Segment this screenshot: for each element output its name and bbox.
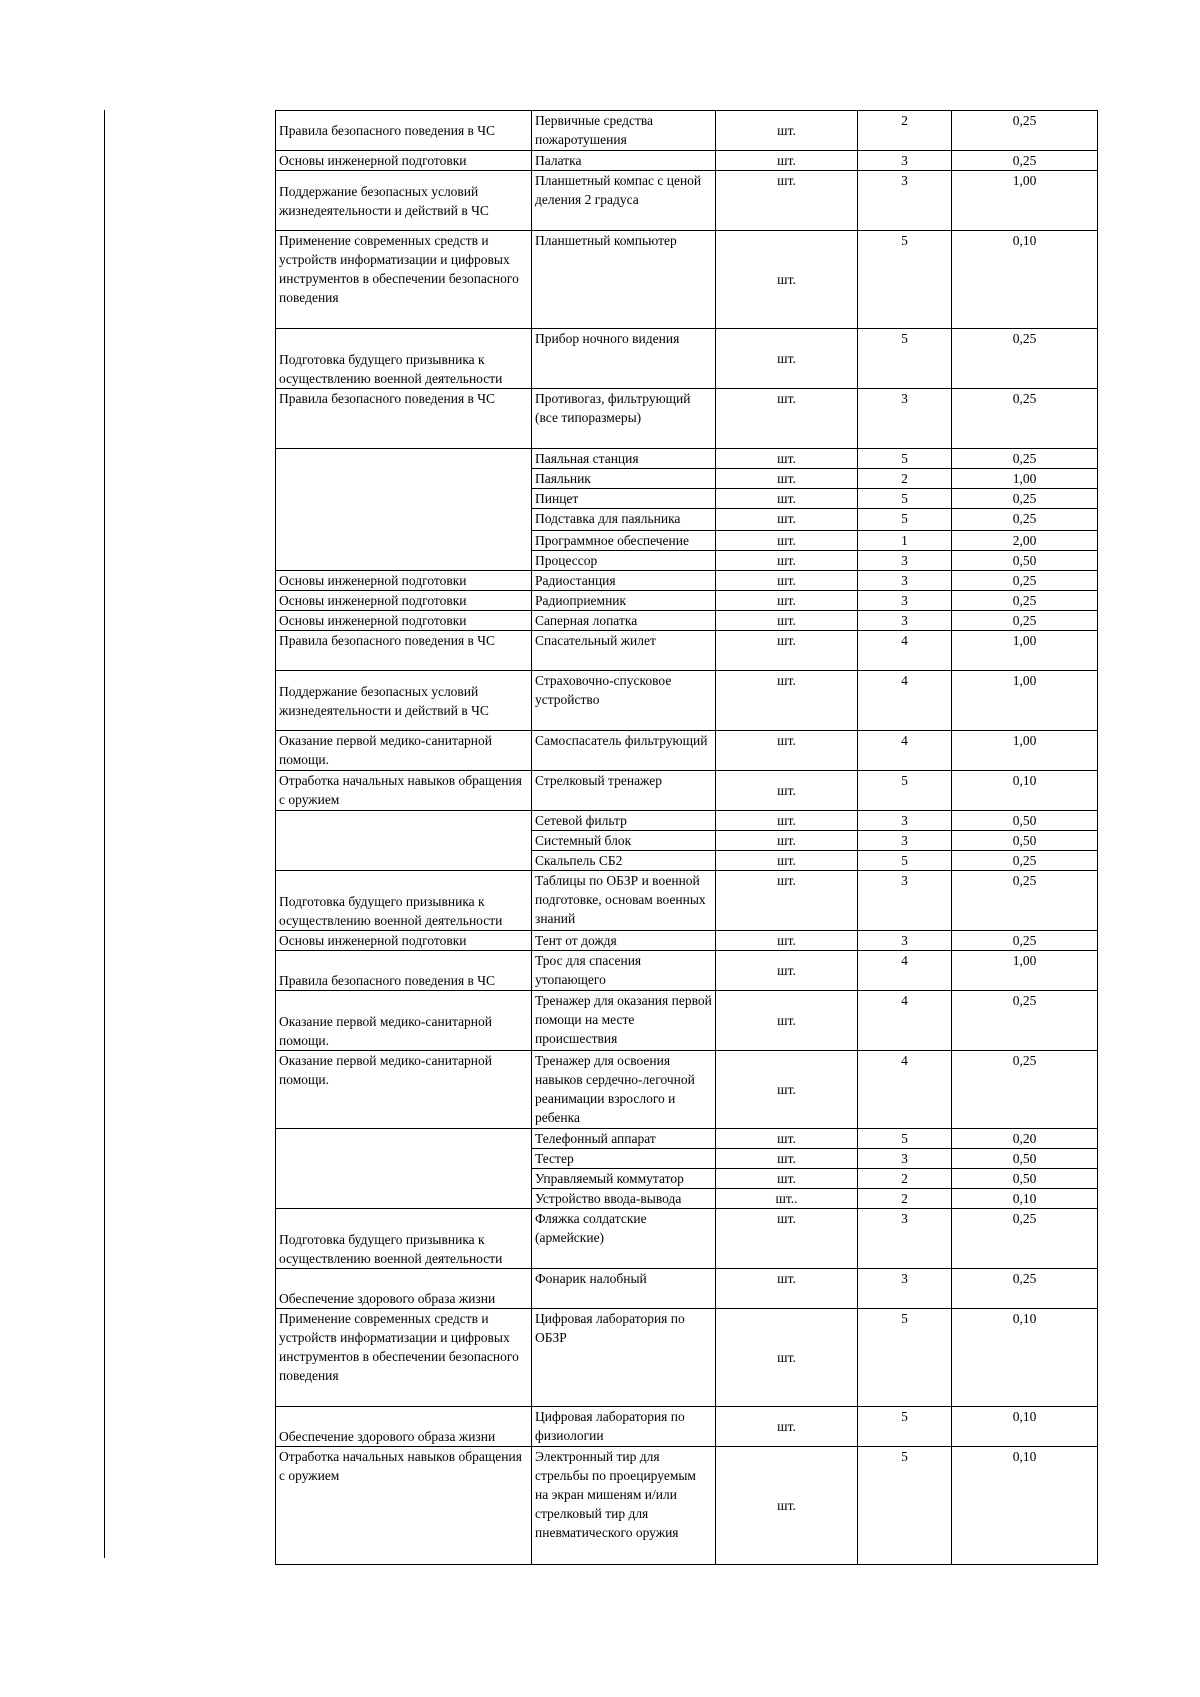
norm-cell: 1,00 [952, 671, 1098, 731]
subject-cell: Подготовка будущего призывника к осуществлению военной деятельности [276, 1209, 532, 1269]
equipment-name-cell: Тент от дождя [532, 931, 716, 951]
subject-cell: Оказание первой медико-санитарной помощи. [276, 1051, 532, 1129]
table-row [276, 1447, 1098, 1565]
quantity-cell: 2 [858, 111, 952, 151]
table-row [276, 591, 1098, 611]
quantity-cell: 4 [858, 671, 952, 731]
equipment-name-cell: Фляжка солдатские (армейские) [532, 1209, 716, 1269]
norm-cell: 0,25 [952, 1209, 1098, 1269]
equipment-name-cell: Тренажер для освоения навыков сердечно-легочной реанимации взрослого и ребенка [532, 1051, 716, 1129]
quantity-cell: 5 [858, 329, 952, 389]
norm-cell: 0,25 [952, 389, 1098, 449]
subject-cell: Применение современных средств и устройств информатизации и цифровых инструментов в обеспечении безопасного поведения [276, 1309, 532, 1407]
table-row [276, 571, 1098, 591]
unit-cell: шт. [716, 611, 858, 631]
table-row [276, 811, 1098, 831]
equipment-name-cell: Цифровая лаборатория по физиологии [532, 1407, 716, 1447]
subject-cell: Применение современных средств и устройств информатизации и цифровых инструментов в обеспечении безопасного поведения [276, 231, 532, 329]
equipment-name-cell: Палатка [532, 151, 716, 171]
equipment-name-cell: Спасательный жилет [532, 631, 716, 671]
quantity-cell: 1 [858, 531, 952, 551]
norm-cell: 0,10 [952, 1189, 1098, 1209]
table-row [276, 931, 1098, 951]
subject-cell: Поддержание безопасных условий жизнедеятельности и действий в ЧС [276, 671, 532, 731]
subject-cell: Оказание первой медико-санитарной помощи. [276, 991, 532, 1051]
table-row [276, 871, 1098, 931]
subject-cell: Основы инженерной подготовки [276, 611, 532, 631]
table-row [276, 951, 1098, 991]
equipment-name-cell: Программное обеспечение [532, 531, 716, 551]
table-row [276, 1051, 1098, 1129]
unit-cell: шт. [716, 571, 858, 591]
norm-cell: 0,25 [952, 509, 1098, 531]
table-row [276, 1209, 1098, 1269]
quantity-cell: 4 [858, 951, 952, 991]
table-row [276, 111, 1098, 151]
subject-cell [276, 1129, 532, 1209]
table-row [276, 151, 1098, 171]
norm-cell: 0,25 [952, 851, 1098, 871]
subject-cell: Обеспечение здорового образа жизни [276, 1269, 532, 1309]
quantity-cell: 3 [858, 1269, 952, 1309]
norm-cell: 1,00 [952, 631, 1098, 671]
norm-cell: 0,10 [952, 1407, 1098, 1447]
quantity-cell: 2 [858, 1169, 952, 1189]
unit-cell: шт. [716, 1447, 858, 1565]
norm-cell: 0,10 [952, 771, 1098, 811]
norm-cell: 1,00 [952, 731, 1098, 771]
table-row [276, 1269, 1098, 1309]
equipment-name-cell: Пинцет [532, 489, 716, 509]
unit-cell: шт. [716, 489, 858, 509]
quantity-cell: 3 [858, 811, 952, 831]
quantity-cell: 5 [858, 1447, 952, 1565]
equipment-name-cell: Самоспасатель фильтрующий [532, 731, 716, 771]
equipment-name-cell: Телефонный аппарат [532, 1129, 716, 1149]
norm-cell: 0,25 [952, 151, 1098, 171]
norm-cell: 0,10 [952, 1447, 1098, 1565]
equipment-name-cell: Тестер [532, 1149, 716, 1169]
subject-cell [276, 449, 532, 571]
equipment-name-cell: Планшетный компас с ценой деления 2 градуса [532, 171, 716, 231]
norm-cell: 0,25 [952, 871, 1098, 931]
equipment-name-cell: Паяльник [532, 469, 716, 489]
equipment-name-cell: Электронный тир для стрельбы по проецируемым на экран мишеням и/или стрелковый тир для пневматического оружия [532, 1447, 716, 1565]
norm-cell: 0,25 [952, 111, 1098, 151]
quantity-cell: 5 [858, 771, 952, 811]
subject-cell: Правила безопасного поведения в ЧС [276, 389, 532, 449]
norm-cell: 0,25 [952, 449, 1098, 469]
norm-cell: 0,25 [952, 931, 1098, 951]
quantity-cell: 3 [858, 871, 952, 931]
unit-cell: шт. [716, 931, 858, 951]
quantity-cell: 3 [858, 611, 952, 631]
unit-cell: шт. [716, 731, 858, 771]
unit-cell: шт. [716, 591, 858, 611]
equipment-name-cell: Планшетный компьютер [532, 231, 716, 329]
equipment-name-cell: Скальпель СБ2 [532, 851, 716, 871]
subject-cell [276, 811, 532, 871]
norm-cell: 0,25 [952, 489, 1098, 509]
table-row [276, 731, 1098, 771]
norm-cell: 0,25 [952, 329, 1098, 389]
table-row [276, 1309, 1098, 1407]
norm-cell: 0,10 [952, 231, 1098, 329]
subject-cell: Основы инженерной подготовки [276, 591, 532, 611]
norm-cell: 0,25 [952, 611, 1098, 631]
norm-cell: 0,50 [952, 551, 1098, 571]
quantity-cell: 3 [858, 831, 952, 851]
equipment-name-cell: Прибор ночного видения [532, 329, 716, 389]
quantity-cell: 4 [858, 991, 952, 1051]
unit-cell: шт. [716, 469, 858, 489]
quantity-cell: 3 [858, 1209, 952, 1269]
quantity-cell: 4 [858, 631, 952, 671]
quantity-cell: 3 [858, 171, 952, 231]
unit-cell: шт. [716, 671, 858, 731]
norm-cell: 0,20 [952, 1129, 1098, 1149]
quantity-cell: 5 [858, 231, 952, 329]
equipment-name-cell: Подставка для паяльника [532, 509, 716, 531]
equipment-name-cell: Тренажер для оказания первой помощи на месте происшествия [532, 991, 716, 1051]
unit-cell: шт. [716, 1051, 858, 1129]
subject-cell: Обеспечение здорового образа жизни [276, 1407, 532, 1447]
unit-cell: шт. [716, 171, 858, 231]
norm-cell: 0,25 [952, 571, 1098, 591]
equipment-name-cell: Фонарик налобный [532, 1269, 716, 1309]
subject-cell: Поддержание безопасных условий жизнедеятельности и действий в ЧС [276, 171, 532, 231]
norm-cell: 0,25 [952, 591, 1098, 611]
equipment-name-cell: Саперная лопатка [532, 611, 716, 631]
norm-cell: 2,00 [952, 531, 1098, 551]
unit-cell: шт. [716, 811, 858, 831]
quantity-cell: 3 [858, 1149, 952, 1169]
subject-cell: Основы инженерной подготовки [276, 571, 532, 591]
table-row [276, 329, 1098, 389]
unit-cell: шт. [716, 1149, 858, 1169]
quantity-cell: 2 [858, 469, 952, 489]
table-row [276, 1407, 1098, 1447]
table-row [276, 1129, 1098, 1149]
unit-cell: шт. [716, 111, 858, 151]
unit-cell: шт. [716, 1129, 858, 1149]
subject-cell: Подготовка будущего призывника к осуществлению военной деятельности [276, 329, 532, 389]
unit-cell: шт. [716, 151, 858, 171]
norm-cell: 0,50 [952, 831, 1098, 851]
table-row [276, 611, 1098, 631]
unit-cell: шт. [716, 1169, 858, 1189]
unit-cell: шт. [716, 231, 858, 329]
equipment-name-cell: Управляемый коммутатор [532, 1169, 716, 1189]
quantity-cell: 5 [858, 1129, 952, 1149]
norm-cell: 0,50 [952, 1149, 1098, 1169]
table-row [276, 771, 1098, 811]
unit-cell: шт. [716, 951, 858, 991]
unit-cell: шт. [716, 871, 858, 931]
subject-cell: Правила безопасного поведения в ЧС [276, 951, 532, 991]
table-row [276, 631, 1098, 671]
quantity-cell: 3 [858, 571, 952, 591]
equipment-name-cell: Трос для спасения утопающего [532, 951, 716, 991]
table-row [276, 389, 1098, 449]
quantity-cell: 4 [858, 731, 952, 771]
equipment-name-cell: Паяльная станция [532, 449, 716, 469]
unit-cell: шт. [716, 1269, 858, 1309]
quantity-cell: 5 [858, 851, 952, 871]
subject-cell: Подготовка будущего призывника к осуществлению военной деятельности [276, 871, 532, 931]
norm-cell: 0,25 [952, 1269, 1098, 1309]
equipment-name-cell: Первичные средства пожаротушения [532, 111, 716, 151]
quantity-cell: 3 [858, 931, 952, 951]
unit-cell: шт. [716, 329, 858, 389]
quantity-cell: 5 [858, 449, 952, 469]
equipment-name-cell: Сетевой фильтр [532, 811, 716, 831]
quantity-cell: 5 [858, 1309, 952, 1407]
quantity-cell: 3 [858, 389, 952, 449]
norm-cell: 1,00 [952, 469, 1098, 489]
equipment-name-cell: Противогаз, фильтрующий (все типоразмеры) [532, 389, 716, 449]
norm-cell: 0,50 [952, 1169, 1098, 1189]
table-row [276, 991, 1098, 1051]
quantity-cell: 3 [858, 551, 952, 571]
unit-cell: шт. [716, 1407, 858, 1447]
subject-cell: Оказание первой медико-санитарной помощи. [276, 731, 532, 771]
quantity-cell: 3 [858, 151, 952, 171]
equipment-name-cell: Таблицы по ОБЗР и военной подготовке, основам военных знаний [532, 871, 716, 931]
unit-cell: шт. [716, 449, 858, 469]
table-row [276, 171, 1098, 231]
norm-cell: 0,25 [952, 1051, 1098, 1129]
unit-cell: шт. [716, 991, 858, 1051]
table-row [276, 449, 1098, 469]
quantity-cell: 4 [858, 1051, 952, 1129]
unit-cell: шт. [716, 831, 858, 851]
norm-cell: 0,10 [952, 1309, 1098, 1407]
unit-cell: шт. [716, 551, 858, 571]
unit-cell: шт. [716, 1309, 858, 1407]
unit-cell: шт. [716, 531, 858, 551]
equipment-name-cell: Радиостанция [532, 571, 716, 591]
equipment-name-cell: Страховочно-спусковое устройство [532, 671, 716, 731]
norm-cell: 0,25 [952, 991, 1098, 1051]
equipment-name-cell: Процессор [532, 551, 716, 571]
unit-cell: шт.. [716, 1189, 858, 1209]
unit-cell: шт. [716, 851, 858, 871]
norm-cell: 1,00 [952, 951, 1098, 991]
subject-cell: Основы инженерной подготовки [276, 151, 532, 171]
unit-cell: шт. [716, 1209, 858, 1269]
norm-cell: 1,00 [952, 171, 1098, 231]
equipment-name-cell: Системный блок [532, 831, 716, 851]
equipment-name-cell: Устройство ввода-вывода [532, 1189, 716, 1209]
subject-cell: Правила безопасного поведения в ЧС [276, 631, 532, 671]
table-row [276, 671, 1098, 731]
subject-cell: Отработка начальных навыков обращения с оружием [276, 1447, 532, 1565]
unit-cell: шт. [716, 389, 858, 449]
subject-cell: Отработка начальных навыков обращения с оружием [276, 771, 532, 811]
subject-cell: Правила безопасного поведения в ЧС [276, 111, 532, 151]
left-margin-rule [104, 110, 105, 1558]
unit-cell: шт. [716, 771, 858, 811]
quantity-cell: 5 [858, 489, 952, 509]
norm-cell: 0,50 [952, 811, 1098, 831]
subject-cell: Основы инженерной подготовки [276, 931, 532, 951]
unit-cell: шт. [716, 631, 858, 671]
unit-cell: шт. [716, 509, 858, 531]
quantity-cell: 3 [858, 591, 952, 611]
table-row [276, 231, 1098, 329]
equipment-name-cell: Цифровая лаборатория по ОБЗР [532, 1309, 716, 1407]
quantity-cell: 5 [858, 1407, 952, 1447]
equipment-table [275, 110, 1098, 1565]
quantity-cell: 2 [858, 1189, 952, 1209]
quantity-cell: 5 [858, 509, 952, 531]
equipment-name-cell: Стрелковый тренажер [532, 771, 716, 811]
equipment-name-cell: Радиоприемник [532, 591, 716, 611]
